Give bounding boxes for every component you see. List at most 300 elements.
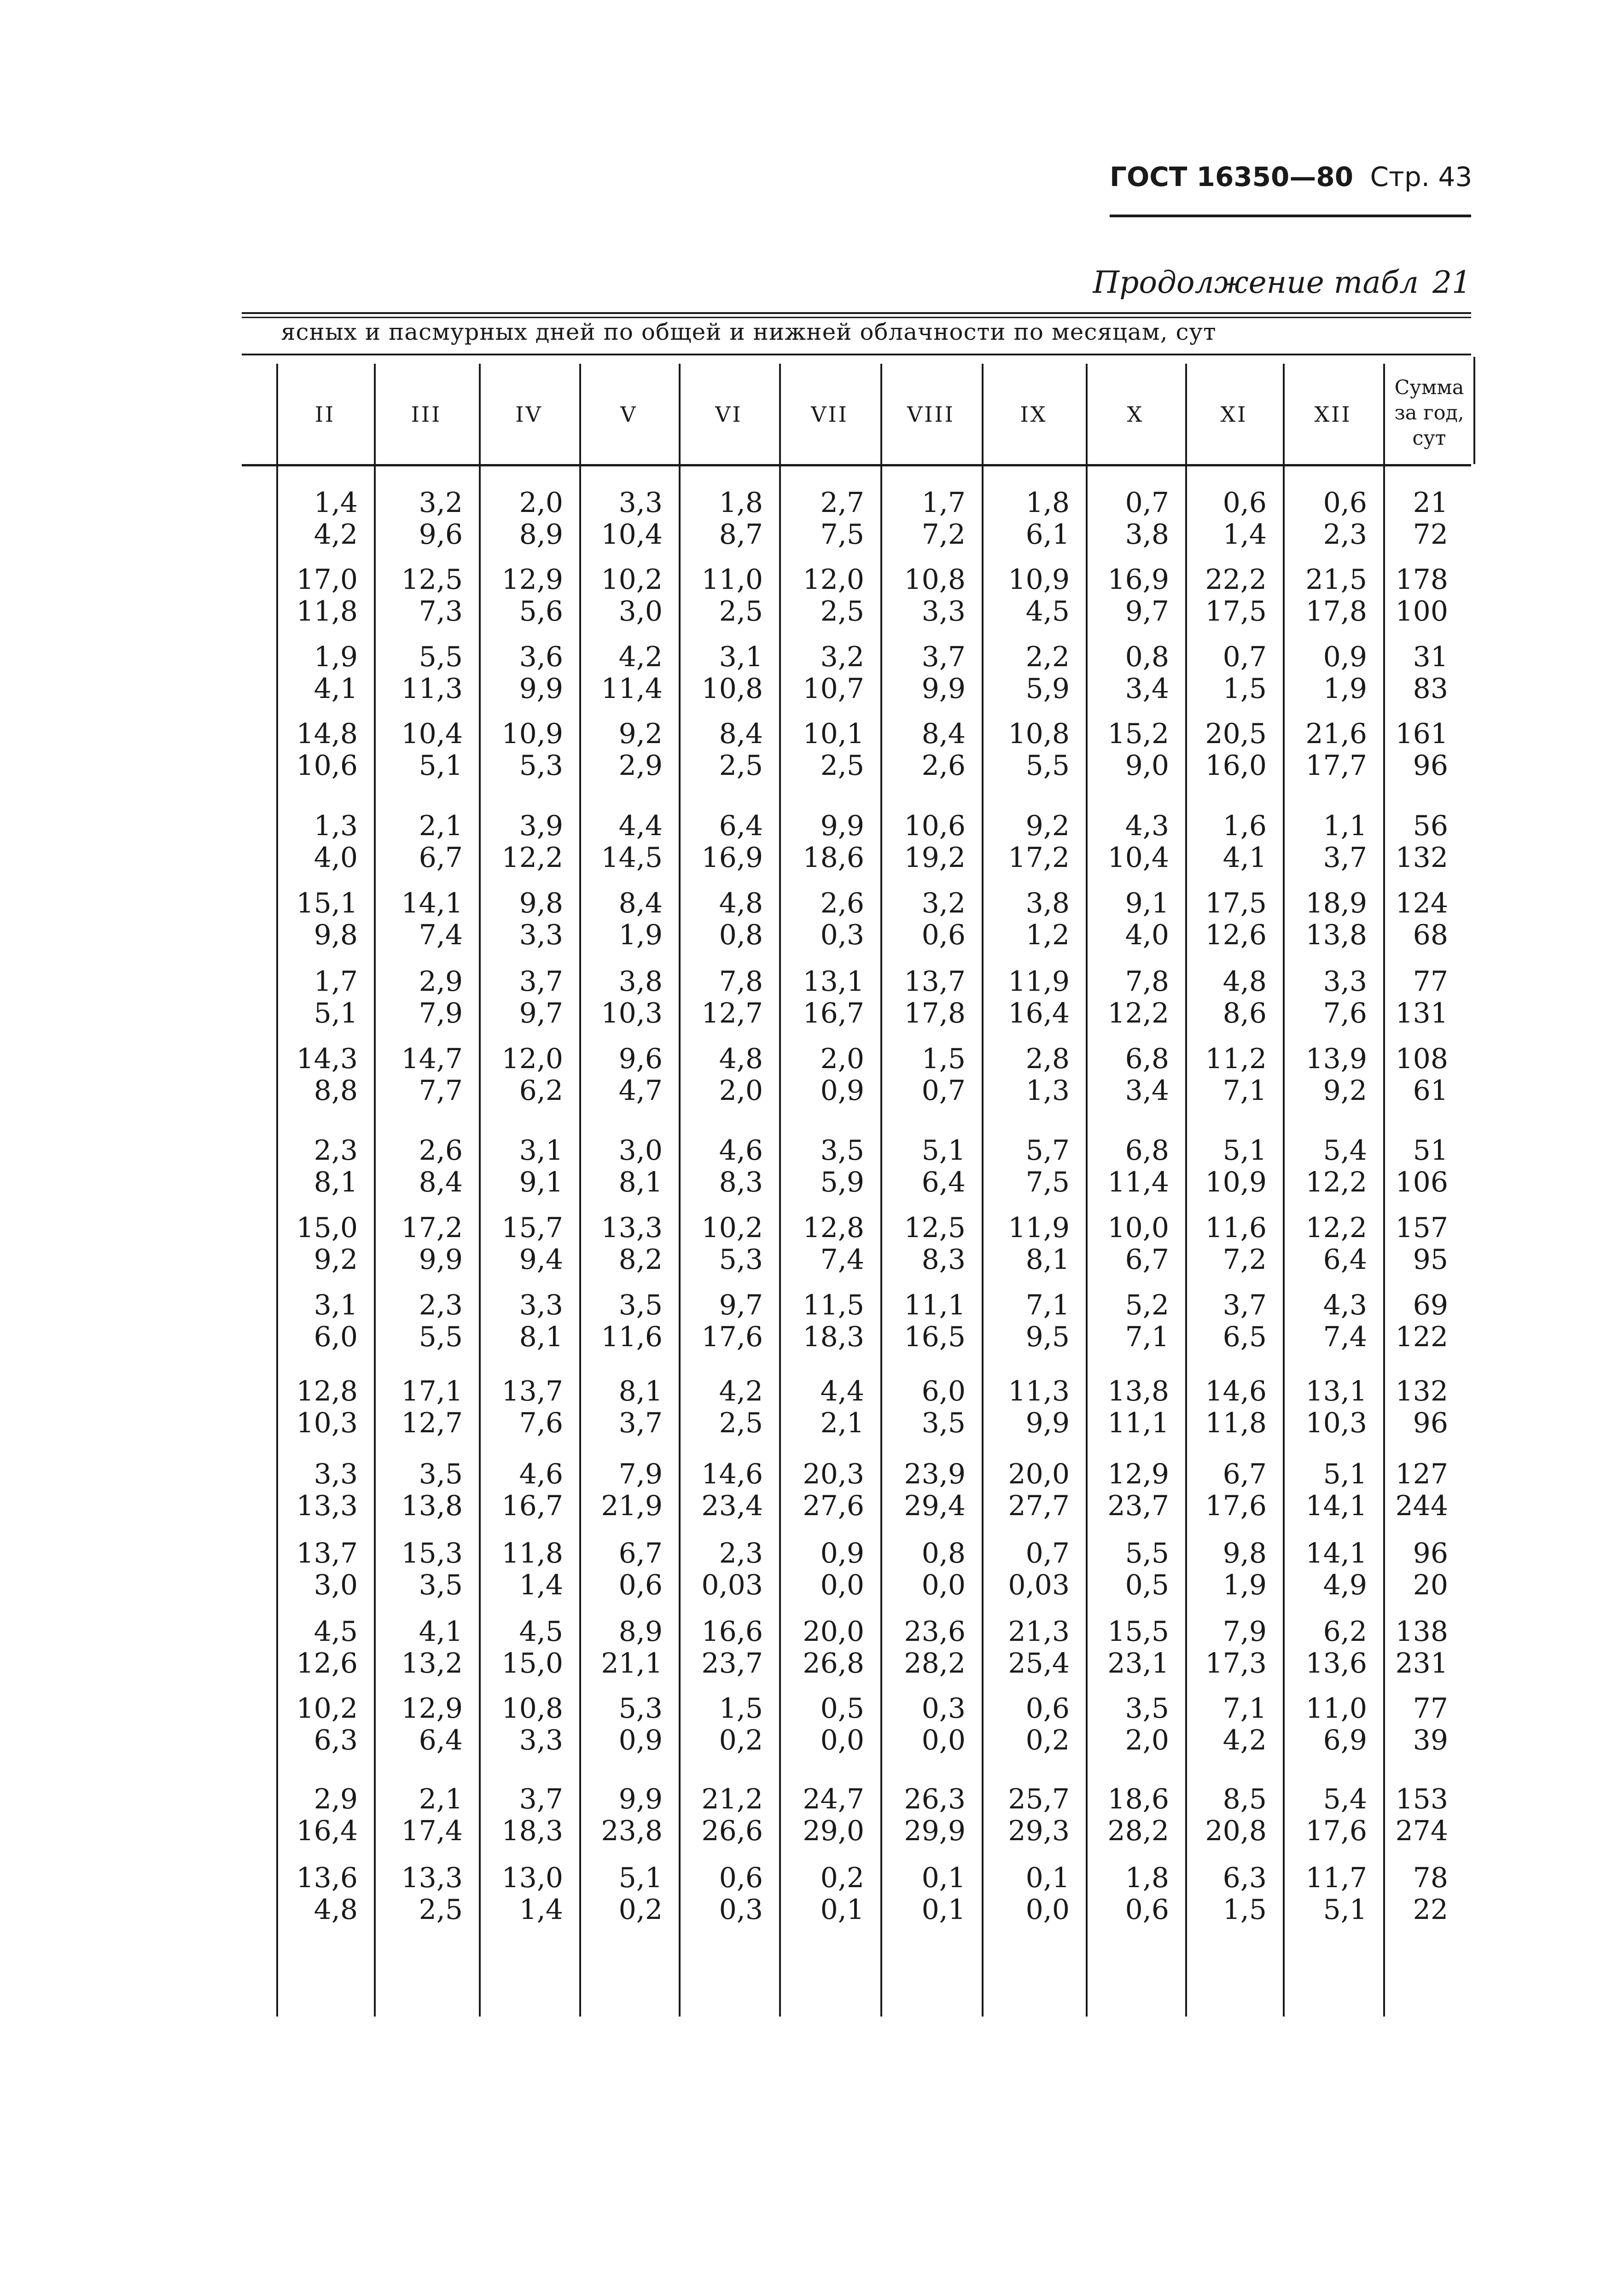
clear-days-value: 157 <box>1395 1212 1448 1244</box>
month-cell <box>1283 1212 1367 1276</box>
overcast-days-value: 17,8 <box>904 997 966 1029</box>
month-cell <box>982 1693 1070 1756</box>
overcast-days-value: 96 <box>1413 750 1448 782</box>
overcast-days-value: 10,7 <box>803 673 864 705</box>
month-cell <box>1283 1459 1367 1522</box>
clear-days-value: 1,6 <box>1222 810 1267 842</box>
month-cell <box>579 888 663 951</box>
column-header: VII <box>811 402 849 427</box>
overcast-days-value: 10,9 <box>1205 1166 1267 1198</box>
overcast-days-value: 122 <box>1395 1321 1448 1353</box>
month-cell <box>1185 1459 1267 1522</box>
column-header: III <box>411 402 442 427</box>
month-cell <box>1086 1693 1169 1756</box>
month-cell <box>679 966 763 1029</box>
overcast-days-value: 11,4 <box>601 673 663 705</box>
month-cell <box>276 641 358 705</box>
clear-days-value: 18,6 <box>1107 1783 1169 1815</box>
overcast-days-value: 12,2 <box>1107 997 1169 1029</box>
overcast-days-value: 29,9 <box>904 1815 966 1847</box>
month-cell <box>779 718 864 782</box>
clear-days-value: 14,1 <box>1305 1537 1367 1569</box>
overcast-days-value: 0,3 <box>719 1894 763 1926</box>
clear-days-value: 138 <box>1395 1616 1448 1648</box>
overcast-days-value: 0,6 <box>1125 1894 1169 1926</box>
overcast-days-value: 8,1 <box>618 1166 663 1198</box>
annual-sum-cell <box>1383 1538 1448 1601</box>
month-cell <box>880 641 966 705</box>
month-cell <box>1185 487 1267 551</box>
overcast-days-value: 39 <box>1413 1724 1448 1756</box>
overcast-days-value: 7,2 <box>921 518 966 551</box>
month-cell <box>374 1043 463 1107</box>
clear-days-value: 10,9 <box>1008 564 1070 596</box>
clear-days-value: 3,3 <box>618 487 663 519</box>
month-cell <box>1283 564 1367 628</box>
overcast-days-value: 23,4 <box>701 1490 763 1522</box>
month-cell <box>679 1616 763 1680</box>
overcast-days-value: 9,9 <box>1025 1407 1070 1439</box>
month-cell <box>374 1616 463 1680</box>
overcast-days-value: 9,1 <box>519 1166 563 1198</box>
clear-days-value: 13,8 <box>1107 1375 1169 1407</box>
month-cell <box>1086 718 1169 782</box>
month-cell <box>1283 1043 1367 1107</box>
overcast-days-value: 0,2 <box>1025 1724 1070 1756</box>
clear-days-value: 5,4 <box>1323 1134 1367 1167</box>
clear-days-value: 3,3 <box>314 1458 358 1490</box>
clear-days-value: 3,0 <box>618 1134 663 1167</box>
overcast-days-value: 0,3 <box>820 919 864 951</box>
column-header: XII <box>1314 402 1352 427</box>
clear-days-value: 7,8 <box>719 965 763 998</box>
clear-days-value: 13,1 <box>803 965 864 998</box>
overcast-days-value: 1,4 <box>519 1894 563 1926</box>
overcast-days-value: 6,7 <box>1125 1244 1169 1276</box>
month-cell <box>779 487 864 551</box>
clear-days-value: 2,6 <box>820 887 864 919</box>
clear-days-value: 12,9 <box>401 1692 463 1725</box>
overcast-days-value: 9,6 <box>419 518 463 551</box>
overcast-days-value: 4,7 <box>618 1075 663 1107</box>
clear-days-value: 2,6 <box>419 1134 463 1167</box>
clear-days-value: 4,4 <box>820 1375 864 1407</box>
clear-days-value: 4,3 <box>1323 1289 1367 1321</box>
month-cell <box>1185 966 1267 1029</box>
overcast-days-value: 8,6 <box>1222 997 1267 1029</box>
overcast-days-value: 8,4 <box>419 1166 463 1198</box>
overcast-days-value: 6,9 <box>1323 1724 1367 1756</box>
overcast-days-value: 0,03 <box>1008 1569 1070 1601</box>
month-cell <box>479 1212 563 1276</box>
clear-days-value: 17,1 <box>401 1375 463 1407</box>
clear-days-value: 0,3 <box>921 1692 966 1725</box>
clear-days-value: 3,1 <box>314 1289 358 1321</box>
clear-days-value: 20,0 <box>803 1616 864 1648</box>
clear-days-value: 3,7 <box>519 1783 563 1815</box>
overcast-days-value: 0,6 <box>921 919 966 951</box>
overcast-days-value: 5,5 <box>1025 750 1070 782</box>
overcast-days-value: 0,9 <box>820 1075 864 1107</box>
month-cell <box>479 1376 563 1439</box>
clear-days-value: 21,3 <box>1008 1616 1070 1648</box>
table-top-rule <box>242 312 1471 314</box>
month-cell <box>1283 1376 1367 1439</box>
clear-days-value: 3,7 <box>519 965 563 998</box>
annual-sum-cell <box>1383 1043 1448 1107</box>
overcast-days-value: 9,8 <box>314 919 358 951</box>
clear-days-value: 23,9 <box>904 1458 966 1490</box>
month-cell <box>1086 487 1169 551</box>
month-cell <box>374 487 463 551</box>
overcast-days-value: 9,0 <box>1125 750 1169 782</box>
month-cell <box>880 564 966 628</box>
clear-days-value: 14,6 <box>1205 1375 1267 1407</box>
column-rule <box>779 364 781 2017</box>
clear-days-value: 3,5 <box>820 1134 864 1167</box>
month-cell <box>982 1862 1070 1926</box>
month-cell <box>779 564 864 628</box>
overcast-days-value: 16,0 <box>1205 750 1267 782</box>
month-cell <box>779 1376 864 1439</box>
clear-days-value: 1,7 <box>314 965 358 998</box>
month-cell <box>1185 1862 1267 1926</box>
clear-days-value: 11,6 <box>1205 1212 1267 1244</box>
overcast-days-value: 16,5 <box>904 1321 966 1353</box>
overcast-days-value: 0,6 <box>618 1569 663 1601</box>
annual-sum-cell <box>1383 1135 1448 1198</box>
month-cell <box>982 966 1070 1029</box>
overcast-days-value: 7,7 <box>419 1075 463 1107</box>
overcast-days-value: 23,1 <box>1107 1647 1169 1680</box>
overcast-days-value: 3,7 <box>618 1407 663 1439</box>
overcast-days-value: 2,3 <box>1323 518 1367 551</box>
overcast-days-value: 2,0 <box>719 1075 763 1107</box>
overcast-days-value: 12,7 <box>401 1407 463 1439</box>
clear-days-value: 1,3 <box>314 810 358 842</box>
overcast-days-value: 231 <box>1395 1647 1448 1680</box>
overcast-days-value: 17,6 <box>701 1321 763 1353</box>
overcast-days-value: 23,7 <box>701 1647 763 1680</box>
month-cell <box>374 1862 463 1926</box>
month-cell <box>374 1135 463 1198</box>
overcast-days-value: 11,4 <box>1107 1166 1169 1198</box>
clear-days-value: 11,0 <box>1305 1692 1367 1725</box>
column-rule <box>1283 364 1285 2017</box>
month-cell <box>679 718 763 782</box>
overcast-days-value: 5,1 <box>419 750 463 782</box>
month-cell <box>579 1538 663 1601</box>
overcast-days-value: 7,1 <box>1222 1075 1267 1107</box>
clear-days-value: 12,8 <box>296 1375 358 1407</box>
month-cell <box>779 1784 864 1847</box>
overcast-days-value: 23,8 <box>601 1815 663 1847</box>
month-cell <box>1185 1538 1267 1601</box>
month-cell <box>374 1538 463 1601</box>
overcast-days-value: 7,5 <box>1025 1166 1070 1198</box>
overcast-days-value: 16,9 <box>701 842 763 874</box>
clear-days-value: 11,7 <box>1305 1862 1367 1894</box>
month-cell <box>374 888 463 951</box>
overcast-days-value: 12,6 <box>296 1647 358 1680</box>
overcast-days-value: 6,4 <box>1323 1244 1367 1276</box>
clear-days-value: 0,1 <box>921 1862 966 1894</box>
month-cell <box>1086 1459 1169 1522</box>
month-cell <box>579 1862 663 1926</box>
column-rule <box>1383 364 1385 2017</box>
month-cell <box>779 1538 864 1601</box>
month-cell <box>479 718 563 782</box>
month-cell <box>779 888 864 951</box>
month-cell <box>1283 966 1367 1029</box>
header-bottom-rule <box>242 464 1471 466</box>
overcast-days-value: 3,7 <box>1323 842 1367 874</box>
clear-days-value: 13,1 <box>1305 1375 1367 1407</box>
clear-days-value: 127 <box>1395 1458 1448 1490</box>
month-cell <box>479 487 563 551</box>
month-cell <box>1086 1862 1169 1926</box>
month-cell <box>276 487 358 551</box>
overcast-days-value: 61 <box>1413 1075 1448 1107</box>
overcast-days-value: 28,2 <box>1107 1815 1169 1847</box>
overcast-days-value: 27,6 <box>803 1490 864 1522</box>
overcast-days-value: 9,2 <box>1323 1075 1367 1107</box>
annual-sum-cell <box>1383 1376 1448 1439</box>
clear-days-value: 11,9 <box>1008 965 1070 998</box>
clear-days-value: 8,4 <box>921 718 966 750</box>
month-cell <box>1185 1693 1267 1756</box>
month-cell <box>679 1043 763 1107</box>
clear-days-value: 26,3 <box>904 1783 966 1815</box>
clear-days-value: 77 <box>1413 965 1448 998</box>
overcast-days-value: 3,5 <box>921 1407 966 1439</box>
clear-days-value: 4,8 <box>1222 965 1267 998</box>
clear-days-value: 20,0 <box>1008 1458 1070 1490</box>
overcast-days-value: 5,1 <box>1323 1894 1367 1926</box>
overcast-days-value: 1,9 <box>1222 1569 1267 1601</box>
overcast-days-value: 8,7 <box>719 518 763 551</box>
overcast-days-value: 0,03 <box>701 1569 763 1601</box>
month-cell <box>479 1290 563 1353</box>
overcast-days-value: 1,9 <box>618 919 663 951</box>
clear-days-value: 5,7 <box>1025 1134 1070 1167</box>
month-cell <box>276 966 358 1029</box>
month-cell <box>779 1043 864 1107</box>
sum-header-line: сут <box>1412 427 1446 450</box>
column-rule <box>1473 357 1475 464</box>
clear-days-value: 2,3 <box>314 1134 358 1167</box>
month-cell <box>1185 564 1267 628</box>
clear-days-value: 5,3 <box>618 1692 663 1725</box>
month-cell <box>1086 1212 1169 1276</box>
month-cell <box>276 1043 358 1107</box>
clear-days-value: 13,7 <box>501 1375 563 1407</box>
annual-sum-cell <box>1383 966 1448 1029</box>
clear-days-value: 3,8 <box>1025 887 1070 919</box>
overcast-days-value: 4,0 <box>1125 919 1169 951</box>
clear-days-value: 2,8 <box>1025 1043 1070 1075</box>
clear-days-value: 0,8 <box>1125 641 1169 673</box>
overcast-days-value: 7,9 <box>419 997 463 1029</box>
annual-sum-cell <box>1383 1693 1448 1756</box>
column-header: X <box>1127 402 1144 427</box>
overcast-days-value: 26,8 <box>803 1647 864 1680</box>
month-cell <box>579 1616 663 1680</box>
overcast-days-value: 7,1 <box>1125 1321 1169 1353</box>
clear-days-value: 5,1 <box>1323 1458 1367 1490</box>
clear-days-value: 21,2 <box>701 1783 763 1815</box>
clear-days-value: 0,6 <box>1025 1692 1070 1725</box>
table-continuation-caption <box>1093 265 1471 300</box>
overcast-days-value: 100 <box>1395 595 1448 628</box>
clear-days-value: 51 <box>1413 1134 1448 1167</box>
month-cell <box>1283 718 1367 782</box>
overcast-days-value: 0,5 <box>1125 1569 1169 1601</box>
overcast-days-value: 27,7 <box>1008 1490 1070 1522</box>
clear-days-value: 31 <box>1413 641 1448 673</box>
month-cell <box>276 1862 358 1926</box>
annual-sum-cell <box>1383 1862 1448 1926</box>
overcast-days-value: 0,1 <box>820 1894 864 1926</box>
overcast-days-value: 17,5 <box>1205 595 1267 628</box>
clear-days-value: 4,3 <box>1125 810 1169 842</box>
clear-days-value: 10,0 <box>1107 1212 1169 1244</box>
overcast-days-value: 9,9 <box>921 673 966 705</box>
clear-days-value: 7,9 <box>1222 1616 1267 1648</box>
clear-days-value: 9,6 <box>618 1043 663 1075</box>
table-top-rule-lower <box>242 317 1471 318</box>
column-rule <box>479 364 481 2017</box>
overcast-days-value: 6,4 <box>921 1166 966 1198</box>
overcast-days-value: 9,9 <box>419 1244 463 1276</box>
month-cell <box>276 1616 358 1680</box>
overcast-days-value: 7,3 <box>419 595 463 628</box>
month-cell <box>1185 1784 1267 1847</box>
clear-days-value: 1,4 <box>314 487 358 519</box>
month-cell <box>880 1538 966 1601</box>
clear-days-value: 2,2 <box>1025 641 1070 673</box>
overcast-days-value: 8,3 <box>719 1166 763 1198</box>
clear-days-value: 1,8 <box>1025 487 1070 519</box>
month-cell <box>276 1693 358 1756</box>
clear-days-value: 15,7 <box>501 1212 563 1244</box>
clear-days-value: 1,1 <box>1323 810 1367 842</box>
clear-days-value: 7,1 <box>1025 1289 1070 1321</box>
month-cell <box>276 718 358 782</box>
overcast-days-value: 3,3 <box>519 919 563 951</box>
overcast-days-value: 5,3 <box>519 750 563 782</box>
month-cell <box>982 1043 1070 1107</box>
overcast-days-value: 95 <box>1413 1244 1448 1276</box>
overcast-days-value: 7,6 <box>1323 997 1367 1029</box>
clear-days-value: 11,5 <box>803 1289 864 1321</box>
month-cell <box>1086 1616 1169 1680</box>
month-cell <box>276 1459 358 1522</box>
month-cell <box>479 810 563 874</box>
clear-days-value: 14,3 <box>296 1043 358 1075</box>
overcast-days-value: 8,1 <box>1025 1244 1070 1276</box>
overcast-days-value: 0,0 <box>1025 1894 1070 1926</box>
clear-days-value: 5,1 <box>921 1134 966 1167</box>
overcast-days-value: 10,3 <box>1305 1407 1367 1439</box>
clear-days-value: 161 <box>1395 718 1448 750</box>
overcast-days-value: 68 <box>1413 919 1448 951</box>
month-cell <box>679 1862 763 1926</box>
month-cell <box>479 1784 563 1847</box>
month-cell <box>479 888 563 951</box>
month-cell <box>276 1784 358 1847</box>
overcast-days-value: 2,5 <box>719 595 763 628</box>
overcast-days-value: 0,0 <box>820 1569 864 1601</box>
month-cell <box>880 1616 966 1680</box>
column-header: IX <box>1020 402 1048 427</box>
overcast-days-value: 4,1 <box>1222 842 1267 874</box>
month-cell <box>479 1862 563 1926</box>
column-rule <box>1185 364 1187 2017</box>
table-subtitle: ясных и пасмурных дней по общей и нижней облачности по месяцам, сут <box>281 319 1217 345</box>
clear-days-value: 4,6 <box>719 1134 763 1167</box>
clear-days-value: 9,1 <box>1125 887 1169 919</box>
clear-days-value: 4,5 <box>314 1616 358 1648</box>
clear-days-value: 2,0 <box>820 1043 864 1075</box>
month-cell <box>779 641 864 705</box>
month-cell <box>1086 564 1169 628</box>
overcast-days-value: 22 <box>1413 1894 1448 1926</box>
overcast-days-value: 29,3 <box>1008 1815 1070 1847</box>
clear-days-value: 9,2 <box>618 718 663 750</box>
clear-days-value: 178 <box>1395 564 1448 596</box>
overcast-days-value: 8,1 <box>519 1321 563 1353</box>
month-cell <box>779 1135 864 1198</box>
clear-days-value: 14,6 <box>701 1458 763 1490</box>
clear-days-value: 21 <box>1413 487 1448 519</box>
clear-days-value: 14,8 <box>296 718 358 750</box>
month-cell <box>1185 718 1267 782</box>
overcast-days-value: 5,9 <box>820 1166 864 1198</box>
clear-days-value: 0,8 <box>921 1537 966 1569</box>
overcast-days-value: 0,7 <box>921 1075 966 1107</box>
overcast-days-value: 0,2 <box>719 1724 763 1756</box>
month-cell <box>679 1212 763 1276</box>
month-cell <box>982 1135 1070 1198</box>
clear-days-value: 3,2 <box>419 487 463 519</box>
month-cell <box>982 888 1070 951</box>
month-cell <box>1283 1616 1367 1680</box>
clear-days-value: 3,8 <box>618 965 663 998</box>
clear-days-value: 6,8 <box>1125 1043 1169 1075</box>
clear-days-value: 2,3 <box>419 1289 463 1321</box>
clear-days-value: 10,2 <box>296 1692 358 1725</box>
month-cell <box>982 1376 1070 1439</box>
header-rule <box>1110 215 1471 217</box>
clear-days-value: 4,2 <box>618 641 663 673</box>
month-cell <box>880 1290 966 1353</box>
overcast-days-value: 9,5 <box>1025 1321 1070 1353</box>
overcast-days-value: 9,9 <box>519 673 563 705</box>
overcast-days-value: 7,4 <box>419 919 463 951</box>
annual-sum-cell <box>1383 1290 1448 1353</box>
column-header: V <box>620 402 638 427</box>
overcast-days-value: 14,5 <box>601 842 663 874</box>
overcast-days-value: 1,9 <box>1323 673 1367 705</box>
clear-days-value: 0,2 <box>820 1862 864 1894</box>
month-cell <box>479 641 563 705</box>
month-cell <box>679 1459 763 1522</box>
clear-days-value: 8,4 <box>719 718 763 750</box>
month-cell <box>276 1290 358 1353</box>
overcast-days-value: 8,1 <box>314 1166 358 1198</box>
clear-days-value: 3,2 <box>820 641 864 673</box>
